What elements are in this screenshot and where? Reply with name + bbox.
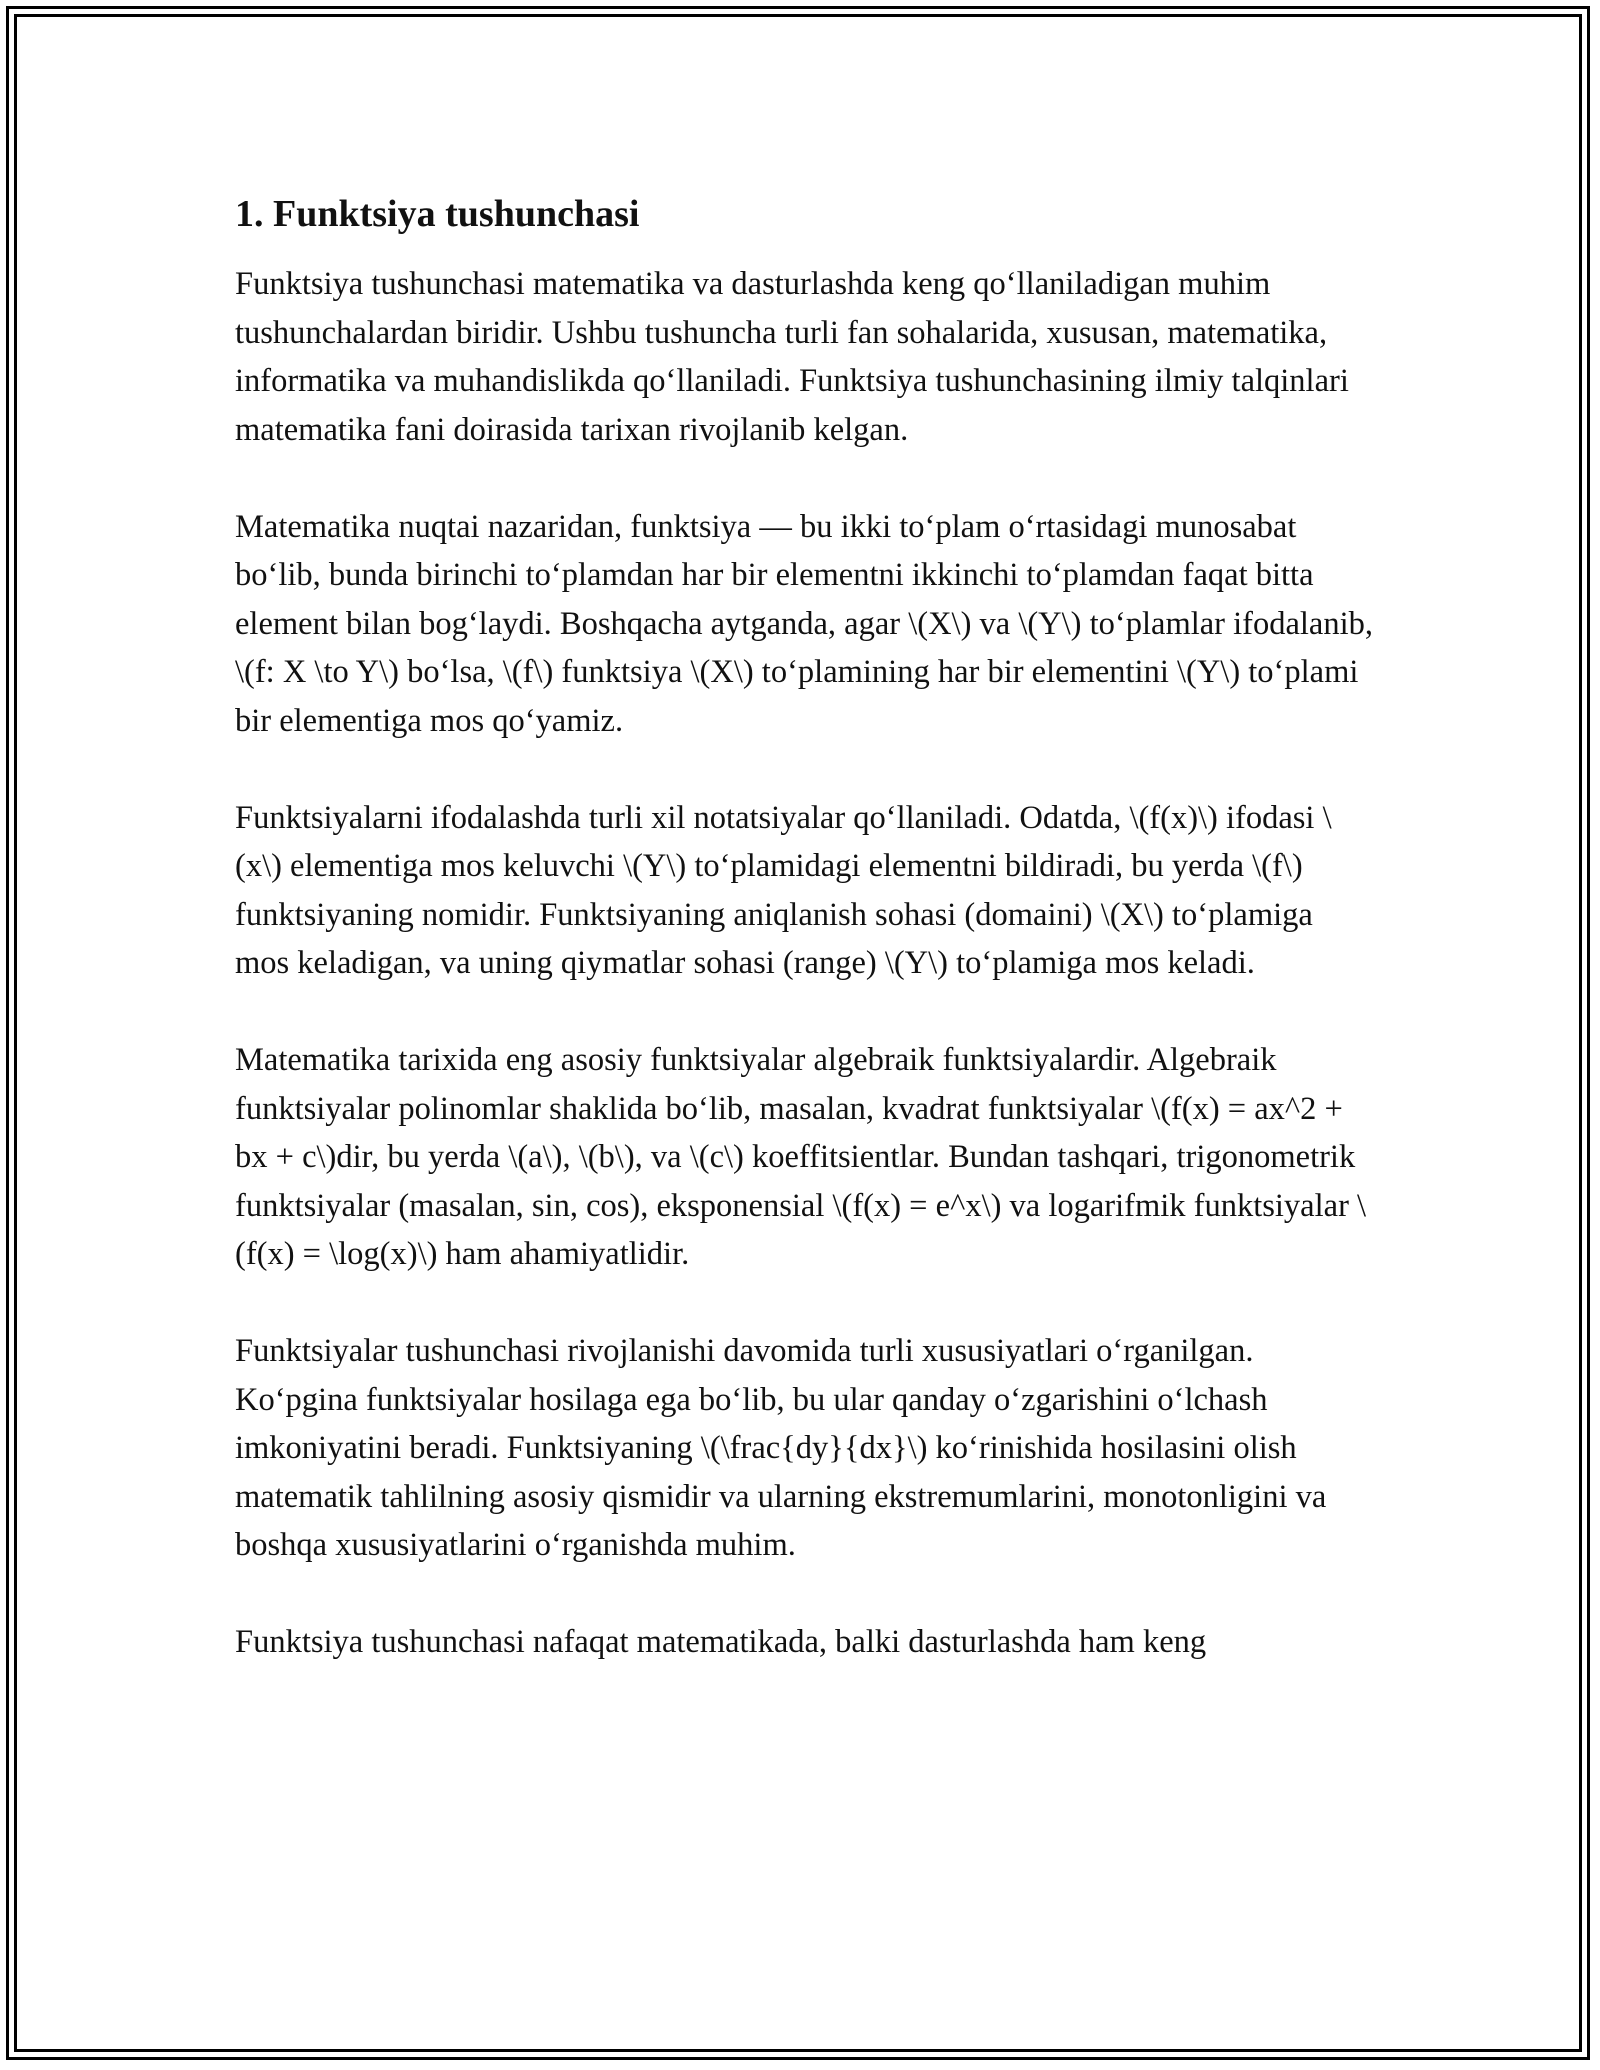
paragraph-6: Funktsiya tushunchasi nafaqat matematikada, balki dasturlashda ham keng — [235, 1624, 1207, 1660]
section-heading: 1. Funktsiya tushunchasi — [235, 193, 640, 235]
paragraph-5: Funktsiyalar tushunchasi rivojlanishi davomida turli xususiyatlari o‘rganilgan. Ko‘pgina funktsiyalar hosilaga ega bo‘lib, bu ular qanday o‘zgarishini o‘lchash imkoniyatini beradi. Funktsiyaning \(\frac{dy}{dx}\) ko‘rinishida hosilasini olish matematik tahlilning asosiy qismidir va ularning ekstremumlarini, monotonligini va boshqa xususiyatlarini o‘rganishda muhim. — [235, 1333, 1327, 1563]
document-body — [235, 190, 1375, 1715]
paragraph-4: Matematika tarixida eng asosiy funktsiyalar algebraik funktsiyalardir. Algebraik funktsiyalar polinomlar shaklida bo‘lib, masalan, kvadrat funktsiyalar \(f(x) = ax^2 + bx + c\)dir, bu yerda \(a\), \(b\), va \(c\) koeffitsientlar. Bundan tashqari, trigonometrik funktsiyalar (masalan, sin, cos), eksponensial \(f(x) = e^x\) va logarifmik funktsiyalar \(f(x) = \log(x)\) ham ahamiyatlidir. — [235, 1042, 1367, 1272]
paragraph-2: Matematika nuqtai nazaridan, funktsiya — bu ikki to‘plam o‘rtasidagi munosabat bo‘lib, bunda birinchi to‘plamdan har bir elementni ikkinchi to‘plamdan faqat bitta element bilan bog‘laydi. Boshqacha aytganda, agar \(X\) va \(Y\) to‘plamlar ifodalanib, \(f: X \to Y\) bo‘lsa, \(f\) funktsiya \(X\) to‘plamining har bir elementini \(Y\) to‘plami bir elementiga mos qo‘yamiz. — [235, 508, 1374, 739]
paragraph-1: Funktsiya tushunchasi matematika va dasturlashda keng qo‘llaniladigan muhim tushunchalardan biridir. Ushbu tushuncha turli fan sohalarida, xususan, matematika, informatika va muhandislikda qo‘llaniladi. Funktsiya tushunchasining ilmiy talqinlari matematika fani doirasida tarixan rivojlanib kelgan. — [235, 266, 1349, 448]
paragraph-3: Funktsiyalarni ifodalashda turli xil notatsiyalar qo‘llaniladi. Odatda, \(f(x)\) ifodasi \(x\) elementiga mos keluvchi \(Y\) to‘plamidagi elementni bildiradi, bu yerda \(f\) funktsiyaning nomidir. Funktsiyaning aniqlanish sohasi (domaini) \(X\) to‘plamiga mos keladigan, va uning qiymatlar sohasi (range) \(Y\) to‘plamiga mos keladi. — [235, 799, 1332, 981]
